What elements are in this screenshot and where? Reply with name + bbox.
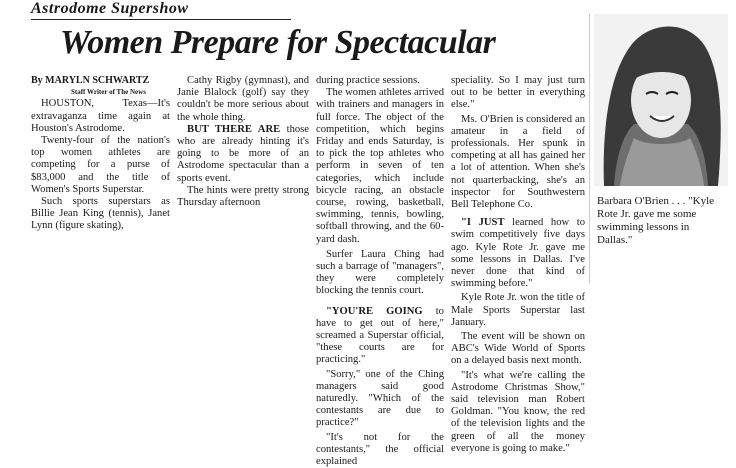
paragraph: Surfer Laura Ching had such a barrage of "managers", they were completely blocking the tennis court. bbox=[316, 248, 444, 297]
paragraph: Kyle Rote Jr. won the title of Male Sports Superstar last January. bbox=[451, 292, 585, 328]
paragraph-lead-in: BUT THERE ARE bbox=[187, 123, 281, 135]
portrait-photo bbox=[594, 14, 728, 186]
paragraph: speciality. So I may just turn out to be better in everything else." bbox=[451, 75, 585, 111]
paragraph: HOUSTON, Texas—It's extravaganza time again at Houston's Astrodome. bbox=[31, 98, 170, 134]
paragraph-lead-in: "YOU'RE GOING bbox=[326, 305, 423, 317]
headline: Women Prepare for Spectacular bbox=[60, 24, 496, 61]
portrait-illustration bbox=[594, 14, 728, 186]
article-column-2 bbox=[177, 75, 309, 209]
byline: By MARYLN SCHWARTZ bbox=[31, 75, 150, 86]
paragraph: The hints were pretty strong Thursday afternoon bbox=[177, 184, 309, 209]
paragraph-text: to have to get out of here," screamed a Superstar official, "these courts are for practicing." bbox=[316, 305, 444, 366]
paragraph bbox=[316, 306, 444, 367]
paragraph: Ms. O'Brien is considered an amateur in a field of professionals. Her spunk in competing at all has gained her a lot of attention. When she's not quarterbacking, she's an inspector for Southwestern Bell Telephone Co. bbox=[451, 113, 585, 211]
paragraph: Such sports superstars as Billie Jean King (tennis), Janet Lynn (figure skating), bbox=[31, 196, 170, 232]
article-column-1 bbox=[31, 75, 170, 233]
byline-staff: Staff Writer of The News bbox=[71, 88, 146, 97]
article-column-4 bbox=[451, 75, 585, 455]
paragraph: "Sorry," one of the Ching managers said good naturedly. "Which of the contestants are due to practice?" bbox=[316, 368, 444, 429]
paragraph: Cathy Rigby (gymnast), and Janie Blalock (golf) say they couldn't be more serious about the whole thing. bbox=[177, 75, 309, 123]
paragraph: during practice sessions. bbox=[316, 75, 420, 86]
article-column-3 bbox=[316, 75, 444, 468]
paragraph-lead-in: "I JUST bbox=[461, 217, 505, 229]
paragraph-lead-rest: those bbox=[280, 123, 309, 135]
photo-caption: Barbara O'Brien . . . "Kyle Rote Jr. gave me some swimming lessons in Dallas." bbox=[597, 195, 715, 246]
paragraph: The event will be shown on ABC's Wide World of Sports on a delayed basis next month. bbox=[451, 331, 585, 367]
paragraph: The women athletes arrived with trainers and managers in full force. The object of the competition, which begins Friday and ends Saturday, is to pick the top athletes who perform in seven of ten categories, which include bicycle racing, an obstacle course, rowing, basketball, swimming, tennis, bowling, softball throwing, and the 60-yard dash. bbox=[316, 87, 444, 245]
paragraph: "It's what we're calling the Astrodome Christmas Show," said television man Robert Goldman. "You know, the red of the television lights and the green of all the money everyone is going to make." bbox=[451, 369, 585, 454]
paragraph bbox=[451, 217, 585, 290]
paragraph: "It's not for the contestants," the official explained bbox=[316, 431, 444, 468]
paragraph-text: who are already hinting it's going to be more of an Astrodome spectacular than a sports event. bbox=[177, 136, 309, 184]
column-divider bbox=[589, 14, 590, 284]
section-kicker: Astrodome Supershow bbox=[31, 0, 291, 20]
paragraph: Twenty-four of the nation's top women athletes are competing for a purse of $83,000 and the title of Women's Sports Superstar. bbox=[31, 135, 170, 195]
paragraph-text: learned how to swim competitively five days ago. Kyle Rote Jr. gave me some lessons in Dallas. I've never done that kind of swimming before." bbox=[451, 217, 585, 290]
paragraph bbox=[177, 124, 309, 185]
